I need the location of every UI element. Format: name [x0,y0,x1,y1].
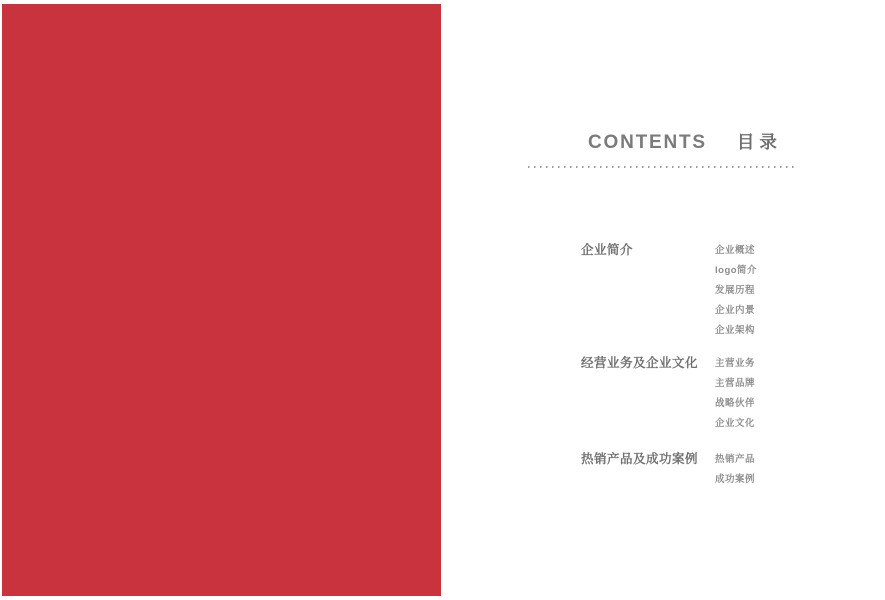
section-heading: 经营业务及企业文化 [581,356,699,370]
dotted-divider [528,166,798,168]
section-heading: 企业简介 [581,243,634,257]
cover-red-panel [2,4,441,596]
toc-item: 成功案例 [715,474,756,485]
toc-item: 企业内景 [715,305,756,316]
toc-title-english: CONTENTS [588,132,707,153]
toc-item: 发展历程 [715,285,756,296]
section-item-list [715,241,757,341]
section-item-list [715,354,755,434]
toc-item: 热销产品 [715,454,756,465]
toc-item: 企业文化 [715,418,756,429]
toc-item: 企业架构 [715,325,756,336]
toc-section-products-cases [581,452,755,490]
toc-header [588,129,782,154]
toc-section-business-culture [581,356,755,434]
toc-item: 主营品牌 [715,378,756,389]
toc-item: logo简介 [715,265,758,276]
toc-title-chinese: 目录 [736,132,782,152]
section-heading: 热销产品及成功案例 [581,452,699,466]
toc-item: 主营业务 [715,358,756,369]
toc-item: 企业概述 [715,245,756,256]
toc-item: 战略伙伴 [715,398,756,409]
toc-section-company-profile [581,243,757,341]
section-item-list [715,450,755,490]
